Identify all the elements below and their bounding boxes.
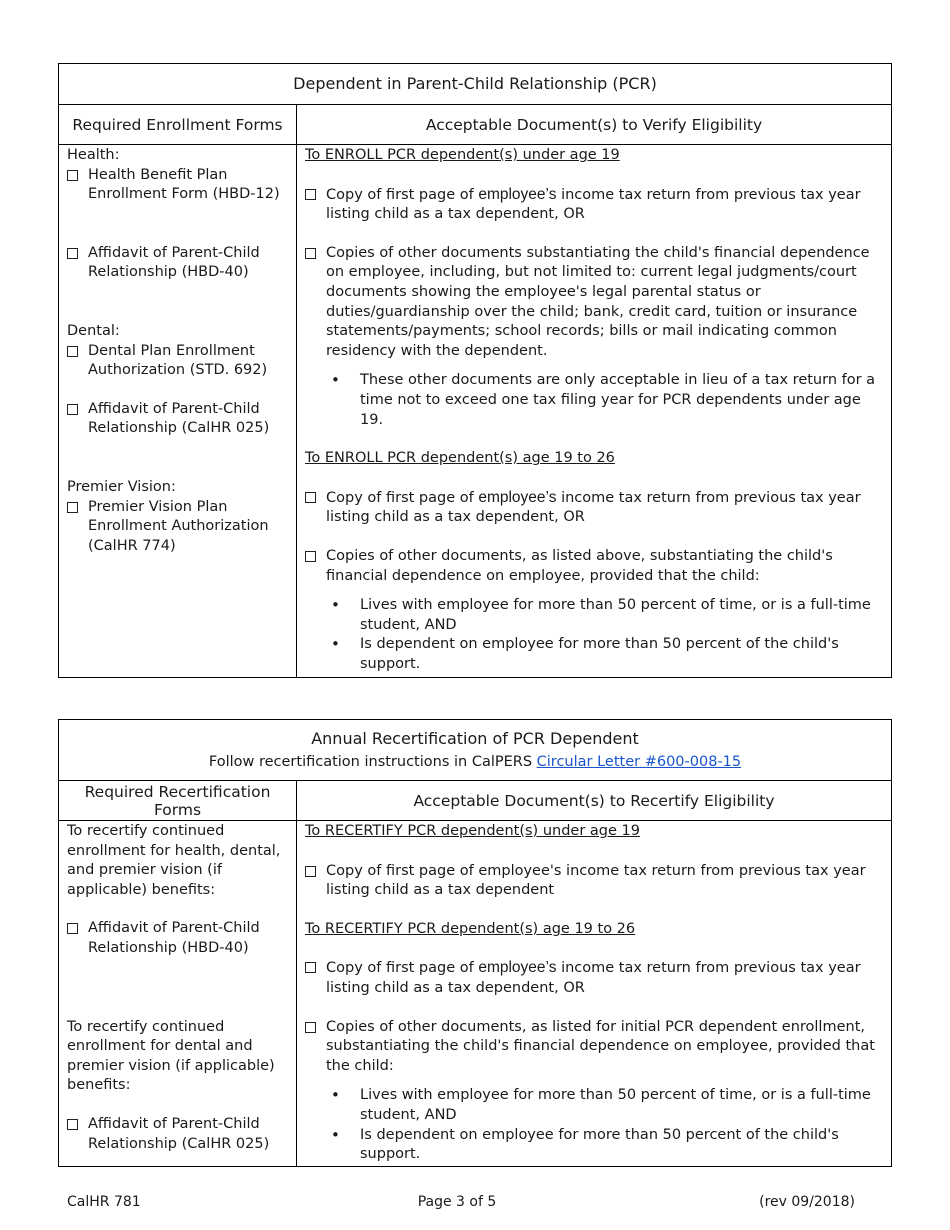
verify-documents-cell <box>297 145 892 678</box>
recert-table-title-cell <box>59 720 892 781</box>
recert-age19-doc2[interactable] <box>305 1018 883 1077</box>
recert-calhr025-option[interactable] <box>67 1115 288 1154</box>
recert-under19-heading: To RECERTIFY PCR dependent(s) under age 19 <box>305 823 640 839</box>
enroll-under19-doc2-checkbox[interactable] <box>305 248 316 259</box>
bullet-item: • Lives with employee for more than 50 percent of time, or is a full-time student, AND <box>305 596 883 635</box>
recert-intro-dental: To recertify continued enrollment for dental and premier vision (if applicable) benefits: <box>67 1018 275 1094</box>
recert-age19-doc1-checkbox[interactable] <box>305 962 316 973</box>
enroll-under19-doc2[interactable] <box>305 244 883 362</box>
doc-text: Copies of other documents, as listed for initial PCR dependent enrollment, substantiating the child's financial dependence on employee, provided that the child: <box>326 1018 875 1074</box>
page-number: Page 3 of 5 <box>417 1194 497 1210</box>
revision-date: (rev 09/2018) <box>759 1194 855 1210</box>
bullet-item: • These other documents are only acceptable in lieu of a tax return for a time not to exceed one tax filing year for PCR dependents under age 19. <box>305 371 883 430</box>
bullet-item: • Is dependent on employee for more than 50 percent of the child's support. <box>305 635 883 674</box>
enroll-age19-doc2[interactable] <box>305 547 883 586</box>
hbd12-label: Health Benefit Plan Enrollment Form (HBD-12) <box>88 166 280 203</box>
recert-age19-doc1[interactable] <box>305 958 883 998</box>
recert-age19-conditions <box>305 1086 883 1164</box>
doc-text: income tax return from previous tax year listing child as a tax dependent, OR <box>326 186 861 223</box>
recert-hbd40-checkbox[interactable] <box>67 923 78 934</box>
enrollment-forms-cell <box>59 145 297 678</box>
hbd12-checkbox[interactable] <box>67 170 78 181</box>
vision-label: Premier Vision: <box>67 478 176 495</box>
recert-under19-doc1[interactable] <box>305 862 883 901</box>
hbd40-label: Affidavit of Parent-Child Relationship (HBD-40) <box>88 244 260 281</box>
doc-text: Copy of first page of employee's income tax return from previous tax year listing child as a tax dependent <box>326 862 866 899</box>
recert-hbd40-label: Affidavit of Parent-Child Relationship (HBD-40) <box>88 920 260 956</box>
recert-instructions <box>59 751 891 773</box>
recert-under19-doc1-checkbox[interactable] <box>305 866 316 877</box>
enroll-age19-conditions <box>305 596 883 674</box>
calhr774-label: Premier Vision Plan Enrollment Authorization (CalHR 774) <box>88 498 269 554</box>
recert-documents-header: Acceptable Document(s) to Recertify Eligibility <box>297 781 892 821</box>
hbd40-checkbox[interactable] <box>67 248 78 259</box>
recert-hbd40-option[interactable] <box>67 919 288 958</box>
pcr-enrollment-table <box>58 63 892 678</box>
doc-text: Copy of first page of <box>326 960 474 977</box>
recert-forms-cell <box>59 821 297 1167</box>
doc-text: Copy of first page of <box>326 186 474 203</box>
employee-word: employee’s <box>478 959 557 977</box>
calhr774-option[interactable] <box>67 498 288 557</box>
enroll-under19-heading: To ENROLL PCR dependent(s) under age 19 <box>305 147 620 163</box>
recert-calhr025-checkbox[interactable] <box>67 1119 78 1130</box>
hbd40-option[interactable] <box>67 244 288 283</box>
dental-label: Dental: <box>67 322 120 339</box>
enroll-under19-notes <box>305 371 883 430</box>
std692-label: Dental Plan Enrollment Authorization (STD. 692) <box>88 342 268 379</box>
calhr025-option[interactable] <box>67 400 288 439</box>
enroll-under19-doc1-checkbox[interactable] <box>305 189 316 200</box>
recert-instructions-text: Follow recertification instructions in CalPERS <box>208 754 533 770</box>
doc-text: income tax return from previous tax year listing child as a tax dependent, OR <box>326 489 861 526</box>
calhr025-checkbox[interactable] <box>67 404 78 415</box>
employee-word: employee’s <box>478 488 557 506</box>
enroll-age19-doc1-checkbox[interactable] <box>305 492 316 503</box>
doc-text: Copy of first page of <box>326 489 474 506</box>
doc-text: Copies of other documents, as listed above, substantiating the child's financial dependence on employee, provided that the child: <box>326 547 833 584</box>
recert-forms-header: Required Recertification Forms <box>59 781 297 821</box>
doc-text: income tax return from previous tax year listing child as a tax dependent, OR <box>326 960 861 996</box>
health-label: Health: <box>67 147 120 163</box>
enroll-age19-doc2-checkbox[interactable] <box>305 551 316 562</box>
pcr-recertification-table <box>58 719 892 1167</box>
calhr025-label: Affidavit of Parent-Child Relationship (CalHR 025) <box>88 400 270 437</box>
std692-checkbox[interactable] <box>67 346 78 357</box>
std692-option[interactable] <box>67 342 288 381</box>
verify-documents-header: Acceptable Document(s) to Verify Eligibility <box>297 105 892 145</box>
bullet-item: • Is dependent on employee for more than 50 percent of the child's support. <box>305 1126 883 1165</box>
hbd12-option[interactable] <box>67 166 288 205</box>
bullet-item: • Lives with employee for more than 50 percent of time, or is a full-time student, AND <box>305 1086 883 1125</box>
calhr774-checkbox[interactable] <box>67 502 78 513</box>
recert-documents-cell <box>297 821 892 1167</box>
employee-word: employee’s <box>478 185 557 203</box>
recert-age19-heading: To RECERTIFY PCR dependent(s) age 19 to 26 <box>305 920 636 937</box>
pcr-table-title: Dependent in Parent-Child Relationship (PCR) <box>59 64 892 105</box>
enroll-under19-doc1[interactable] <box>305 185 883 225</box>
enrollment-forms-header: Required Enrollment Forms <box>59 105 297 145</box>
recert-table-title: Annual Recertification of PCR Dependent <box>311 729 639 748</box>
enroll-age19-doc1[interactable] <box>305 488 883 528</box>
enroll-age19-heading: To ENROLL PCR dependent(s) age 19 to 26 <box>305 450 615 467</box>
doc-text: Copies of other documents substantiating the child's financial dependence on employee, including, but not limited to: current legal judgments/court documents showing the employee's legal parental status or duties/guardianship over the child; bank, credit card, tuition or insurance statements/payments; school records; bills or mail indicating common residency with the dependent. <box>326 244 870 359</box>
recert-age19-doc2-checkbox[interactable] <box>305 1022 316 1033</box>
recert-calhr025-label: Affidavit of Parent-Child Relationship (CalHR 025) <box>88 1115 270 1152</box>
form-id: CalHR 781 <box>67 1194 141 1210</box>
circular-letter-link[interactable]: Circular Letter #600-008-15 <box>536 754 742 770</box>
recert-intro-health: To recertify continued enrollment for health, dental, and premier vision (if applicable) benefits: <box>67 823 281 898</box>
